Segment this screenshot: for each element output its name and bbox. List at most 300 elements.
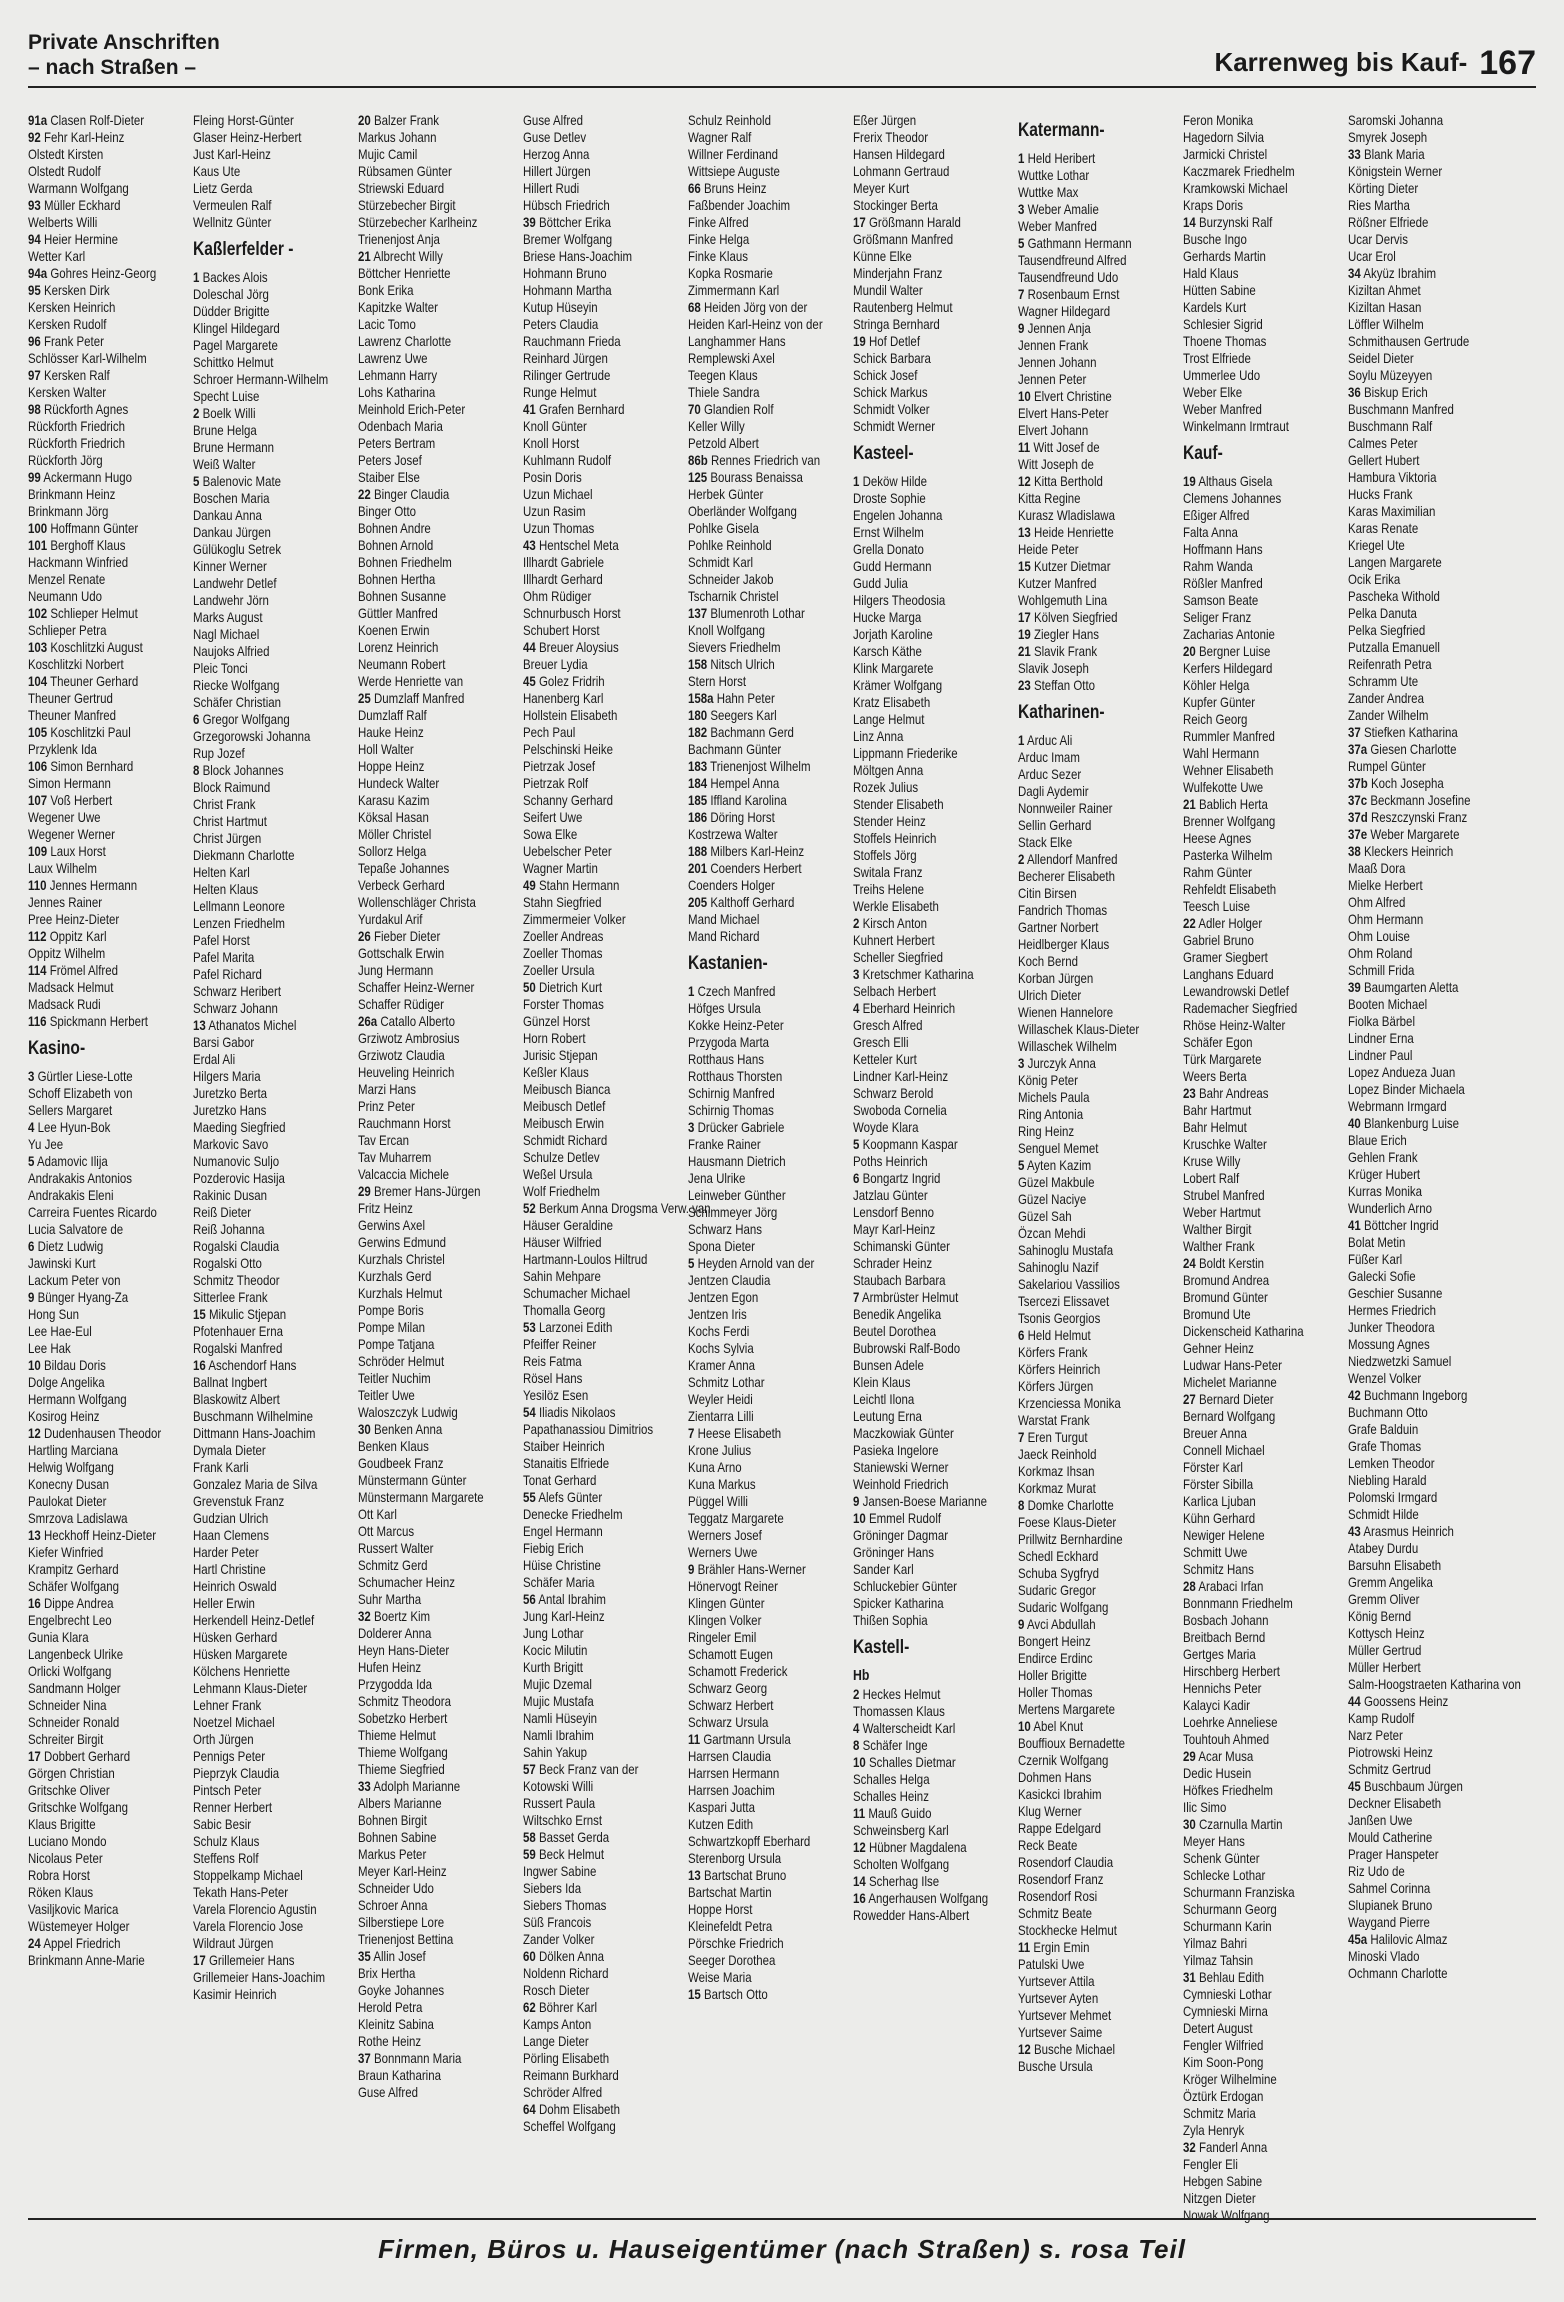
house-number: 25 xyxy=(358,690,371,706)
list-item xyxy=(688,1170,823,1187)
resident-name: Jawinski Kurt xyxy=(28,1255,96,1271)
list-item xyxy=(1183,813,1318,830)
resident-name: Gregor Wolfgang xyxy=(202,711,290,727)
list-item xyxy=(523,1761,658,1778)
list-item xyxy=(1348,1829,1483,1846)
resident-name: Pörschke Friedrich xyxy=(688,1935,784,1951)
list-item xyxy=(193,1425,328,1442)
resident-name: Mand Richard xyxy=(688,928,760,944)
list-item xyxy=(358,1081,493,1098)
house-number: 17 xyxy=(28,1748,41,1764)
list-item xyxy=(1348,673,1483,690)
resident-name: Swoboda Cornelia xyxy=(853,1102,947,1118)
list-item xyxy=(1183,2054,1318,2071)
list-item xyxy=(688,333,823,350)
resident-name: Sobetzko Herbert xyxy=(358,1710,448,1726)
resident-name: Eren Turgut xyxy=(1027,1429,1088,1445)
list-item xyxy=(1183,2105,1318,2122)
resident-name: Wienen Hannelore xyxy=(1018,1004,1114,1020)
resident-name: Fiolka Bärbel xyxy=(1348,1013,1415,1029)
resident-name: Ring Antonia xyxy=(1018,1106,1084,1122)
resident-name: Scholten Wolfgang xyxy=(853,1856,950,1872)
list-item xyxy=(193,371,328,388)
resident-name: Rogalski Claudia xyxy=(193,1238,280,1254)
resident-name: Keller Willy xyxy=(688,418,745,434)
list-item xyxy=(853,1890,988,1907)
resident-name: Bohnen Andre xyxy=(358,520,431,536)
list-item xyxy=(1018,970,1153,987)
list-item xyxy=(1348,1557,1483,1574)
list-item xyxy=(28,401,163,418)
list-item xyxy=(1348,877,1483,894)
resident-name: Güzel Makbule xyxy=(1018,1174,1095,1190)
list-item xyxy=(358,1336,493,1353)
list-item xyxy=(28,503,163,520)
list-item xyxy=(853,418,988,435)
resident-name: Wahl Hermann xyxy=(1183,745,1260,761)
list-item xyxy=(853,779,988,796)
resident-name: Gathmann Hermann xyxy=(1027,235,1132,251)
resident-name: Heese Agnes xyxy=(1183,830,1252,846)
resident-name: Hackmann Winfried xyxy=(28,554,129,570)
resident-name: Stahn Siegfried xyxy=(523,894,602,910)
list-item xyxy=(523,1030,658,1047)
house-number: 125 xyxy=(688,469,708,485)
resident-name: Busche Michael xyxy=(1033,2041,1116,2057)
list-item xyxy=(358,1812,493,1829)
house-number: 184 xyxy=(688,775,708,791)
list-item xyxy=(688,1646,823,1663)
list-item xyxy=(1348,265,1483,282)
list-item xyxy=(193,507,328,524)
resident-name: Booten Michael xyxy=(1348,996,1428,1012)
resident-name: Fritz Heinz xyxy=(358,1200,413,1216)
list-item xyxy=(28,1595,163,1612)
list-item xyxy=(193,1544,328,1561)
resident-name: Guse Alfred xyxy=(358,2084,418,2100)
house-number: 17 xyxy=(1018,609,1031,625)
list-item xyxy=(1018,1293,1153,1310)
resident-name: Bromund Ute xyxy=(1183,1306,1251,1322)
resident-name: Lindner Paul xyxy=(1348,1047,1413,1063)
resident-name: Lensdorf Benno xyxy=(853,1204,935,1220)
resident-name: Pompe Milan xyxy=(358,1319,425,1335)
resident-name: Lopez Andueza Juan xyxy=(1348,1064,1456,1080)
resident-name: Klingen Volker xyxy=(688,1612,762,1628)
list-item xyxy=(523,452,658,469)
resident-name: Rahm Wanda xyxy=(1183,558,1253,574)
list-item xyxy=(1348,1268,1483,1285)
list-item xyxy=(1018,1378,1153,1395)
list-item xyxy=(358,605,493,622)
resident-name: Schluckebier Günter xyxy=(853,1578,958,1594)
resident-name: Grillemeier Hans xyxy=(208,1952,295,1968)
list-item xyxy=(28,673,163,690)
resident-name: Simon Hermann xyxy=(28,775,111,791)
resident-name: Gerwins Axel xyxy=(358,1217,425,1233)
list-item xyxy=(523,1489,658,1506)
list-item xyxy=(1018,286,1153,303)
list-item xyxy=(1183,299,1318,316)
list-item xyxy=(688,435,823,452)
list-item xyxy=(688,1425,823,1442)
list-item xyxy=(1018,1276,1153,1293)
list-item xyxy=(28,1170,163,1187)
resident-name: Weber Elke xyxy=(1183,384,1243,400)
list-item xyxy=(1348,979,1483,996)
resident-name: Köksal Hasan xyxy=(358,809,429,825)
list-item xyxy=(1018,1395,1153,1412)
resident-name: Herkendell Heinz-Detlef xyxy=(193,1612,315,1628)
resident-name: Heidlberger Klaus xyxy=(1018,936,1110,952)
list-item xyxy=(28,775,163,792)
list-item xyxy=(193,1459,328,1476)
list-item xyxy=(1183,1238,1318,1255)
resident-name: Kurth Brigitt xyxy=(523,1659,583,1675)
resident-name: Hausmann Dietrich xyxy=(688,1153,786,1169)
list-item xyxy=(193,456,328,473)
list-item xyxy=(1018,1701,1153,1718)
list-item xyxy=(1348,1523,1483,1540)
house-number: 33 xyxy=(358,1778,371,1794)
list-item xyxy=(853,1221,988,1238)
house-number: 49 xyxy=(523,877,536,893)
resident-name: Lehmann Klaus-Dieter xyxy=(193,1680,308,1696)
resident-name: Koschlitzki Norbert xyxy=(28,656,124,672)
list-item xyxy=(28,1323,163,1340)
list-item xyxy=(193,660,328,677)
list-item xyxy=(1183,2173,1318,2190)
resident-name: Ringeler Emil xyxy=(688,1629,757,1645)
house-number: 6 xyxy=(193,711,200,727)
list-item xyxy=(193,1595,328,1612)
resident-name: Schamott Eugen xyxy=(688,1646,773,1662)
resident-name: Witt Josef de xyxy=(1033,439,1100,455)
list-item xyxy=(688,1221,823,1238)
resident-name: Schmitz Theodor xyxy=(193,1272,280,1288)
resident-name: Marzi Hans xyxy=(358,1081,417,1097)
list-item xyxy=(523,367,658,384)
list-item xyxy=(193,1323,328,1340)
resident-name: Weber Margarete xyxy=(1370,826,1460,842)
resident-name: Kutzer Manfred xyxy=(1018,575,1097,591)
resident-name: Goossens Heinz xyxy=(1363,1693,1449,1709)
house-number: 107 xyxy=(28,792,48,808)
resident-name: Kröger Wilhelmine xyxy=(1183,2071,1277,2087)
resident-name: Lackum Peter von xyxy=(28,1272,121,1288)
resident-name: Yurtsever Attila xyxy=(1018,1973,1095,1989)
resident-name: Yu Jee xyxy=(28,1136,64,1152)
list-item xyxy=(853,384,988,401)
resident-name: Orth Jürgen xyxy=(193,1731,254,1747)
list-item xyxy=(1018,677,1153,694)
list-item xyxy=(358,1472,493,1489)
list-item xyxy=(853,112,988,129)
resident-name: Breitbach Bernd xyxy=(1183,1629,1266,1645)
list-item xyxy=(688,1986,823,2003)
list-item xyxy=(1018,817,1153,834)
list-item xyxy=(853,1822,988,1839)
list-item xyxy=(1183,1850,1318,1867)
resident-name: Schubert Horst xyxy=(523,622,600,638)
list-item xyxy=(853,1578,988,1595)
resident-name: Falta Anna xyxy=(1183,524,1238,540)
resident-name: Klaus Brigitte xyxy=(28,1816,96,1832)
list-item xyxy=(28,1901,163,1918)
resident-name: Brune Hermann xyxy=(193,439,275,455)
resident-name: Zander Andrea xyxy=(1348,690,1424,706)
resident-name: Rautenberg Helmut xyxy=(853,299,953,315)
list-item xyxy=(688,843,823,860)
list-item xyxy=(358,197,493,214)
resident-name: Schamott Frederick xyxy=(688,1663,788,1679)
list-item xyxy=(28,1391,163,1408)
list-item xyxy=(193,813,328,830)
resident-name: Pintsch Peter xyxy=(193,1782,262,1798)
resident-name: Witt Joseph de xyxy=(1018,456,1094,472)
house-number: 94 xyxy=(28,231,41,247)
resident-name: Bonnmann Maria xyxy=(373,2050,462,2066)
list-item xyxy=(1348,1574,1483,1591)
list-item xyxy=(1348,1251,1483,1268)
resident-name: Dankau Anna xyxy=(193,507,262,523)
list-item xyxy=(853,282,988,299)
resident-name: Binger Otto xyxy=(358,503,417,519)
list-item xyxy=(523,401,658,418)
resident-name: Pelka Siegfried xyxy=(1348,622,1426,638)
resident-name: Simon Bernhard xyxy=(50,758,134,774)
resident-name: Hebgen Sabine xyxy=(1183,2173,1263,2189)
list-item xyxy=(1018,405,1153,422)
list-item xyxy=(358,1217,493,1234)
house-number: 28 xyxy=(1183,1578,1196,1594)
resident-name: Ring Heinz xyxy=(1018,1123,1075,1139)
resident-name: Connell Michael xyxy=(1183,1442,1265,1458)
list-item xyxy=(688,1595,823,1612)
resident-name: Größmann Manfred xyxy=(853,231,954,247)
directory-column xyxy=(28,112,163,2217)
resident-name: Glaser Heinz-Herbert xyxy=(193,129,302,145)
list-item xyxy=(1183,1782,1318,1799)
list-item xyxy=(193,1408,328,1425)
list-item xyxy=(358,673,493,690)
house-number: 15 xyxy=(193,1306,206,1322)
list-item xyxy=(193,1306,328,1323)
list-item xyxy=(1018,184,1153,201)
list-item xyxy=(358,2050,493,2067)
list-item xyxy=(358,792,493,809)
resident-name: Seifert Uwe xyxy=(523,809,583,825)
list-item xyxy=(523,1438,658,1455)
list-item xyxy=(853,1754,988,1771)
list-item xyxy=(1018,1599,1153,1616)
resident-name: Engel Hermann xyxy=(523,1523,603,1539)
list-item xyxy=(358,214,493,231)
list-item xyxy=(523,707,658,724)
page-footer xyxy=(28,2218,1536,2265)
list-item xyxy=(853,932,988,949)
resident-name: Kleinitz Sabina xyxy=(358,2016,434,2032)
resident-name: Ries Martha xyxy=(1348,197,1410,213)
list-item xyxy=(853,745,988,762)
list-item xyxy=(523,197,658,214)
list-item xyxy=(1183,2020,1318,2037)
resident-name: Ludwar Hans-Peter xyxy=(1183,1357,1282,1373)
resident-name: Switala Franz xyxy=(853,864,923,880)
list-item xyxy=(1183,1799,1318,1816)
house-number: 2 xyxy=(1018,851,1025,867)
list-item xyxy=(193,1255,328,1272)
resident-name: Pietrzak Rolf xyxy=(523,775,589,791)
resident-name: Stern Horst xyxy=(688,673,747,689)
list-item xyxy=(28,1578,163,1595)
list-item xyxy=(28,656,163,673)
list-item xyxy=(193,1867,328,1884)
list-item xyxy=(688,1153,823,1170)
resident-name: Slupianek Bruno xyxy=(1348,1897,1433,1913)
list-item xyxy=(1183,1731,1318,1748)
directory-column xyxy=(193,112,328,2217)
resident-name: Dietz Ludwig xyxy=(37,1238,104,1254)
resident-name: Tav Ercan xyxy=(358,1132,410,1148)
list-item xyxy=(358,1642,493,1659)
list-item xyxy=(1183,214,1318,231)
resident-name: Dohmen Hans xyxy=(1018,1769,1092,1785)
list-item xyxy=(1348,401,1483,418)
resident-name: Pietrzak Josef xyxy=(523,758,596,774)
list-item xyxy=(853,1476,988,1493)
list-item xyxy=(193,1629,328,1646)
resident-name: Jorjath Karoline xyxy=(853,626,933,642)
house-number: 43 xyxy=(1348,1523,1361,1539)
resident-name: Lange Dieter xyxy=(523,2033,589,2049)
resident-name: Wagner Ralf xyxy=(688,129,752,145)
resident-name: Kratz Elisabeth xyxy=(853,694,931,710)
resident-name: Kitta Regine xyxy=(1018,490,1081,506)
list-item xyxy=(1018,783,1153,800)
resident-name: Blaue Erich xyxy=(1348,1132,1407,1148)
list-item xyxy=(688,1680,823,1697)
resident-name: Schmidt Karl xyxy=(688,554,754,570)
resident-name: Jaeck Reinhold xyxy=(1018,1446,1097,1462)
list-item xyxy=(1018,1854,1153,1871)
list-item xyxy=(28,1068,163,1085)
resident-name: Renner Herbert xyxy=(193,1799,273,1815)
house-number: 103 xyxy=(28,639,48,655)
house-number: 14 xyxy=(853,1873,866,1889)
list-item xyxy=(358,1285,493,1302)
resident-name: Ingwer Sabine xyxy=(523,1863,597,1879)
resident-name: Loehrke Anneliese xyxy=(1183,1714,1278,1730)
list-item xyxy=(523,418,658,435)
list-item xyxy=(688,1833,823,1850)
resident-name: Seeger Dorothea xyxy=(688,1952,776,1968)
resident-name: Rahm Günter xyxy=(1183,864,1252,880)
list-item xyxy=(193,354,328,371)
resident-name: Kamps Anton xyxy=(523,2016,592,2032)
list-item xyxy=(688,571,823,588)
list-item xyxy=(358,979,493,996)
list-item xyxy=(1018,919,1153,936)
resident-name: Bohnen Friedhelm xyxy=(358,554,452,570)
list-item xyxy=(358,469,493,486)
resident-name: Willner Ferdinand xyxy=(688,146,778,162)
resident-name: Christ Hartmut xyxy=(193,813,267,829)
list-item xyxy=(28,979,163,996)
house-number: 180 xyxy=(688,707,708,723)
list-item xyxy=(853,1051,988,1068)
list-item xyxy=(358,1795,493,1812)
resident-name: Walterscheidt Karl xyxy=(862,1720,956,1736)
resident-name: Kurras Monika xyxy=(1348,1183,1423,1199)
resident-name: Breuer Lydia xyxy=(523,656,588,672)
list-item xyxy=(193,1187,328,1204)
list-item xyxy=(358,1047,493,1064)
list-item xyxy=(193,1986,328,2003)
list-item xyxy=(1018,1055,1153,1072)
list-item xyxy=(1183,1340,1318,1357)
resident-name: Neumann Robert xyxy=(358,656,446,672)
list-item xyxy=(523,1302,658,1319)
list-item xyxy=(853,197,988,214)
house-number: 22 xyxy=(1183,915,1196,931)
list-item xyxy=(523,1251,658,1268)
house-number: 19 xyxy=(853,333,866,349)
list-item xyxy=(853,1510,988,1527)
resident-name: Schwarz Johann xyxy=(193,1000,278,1016)
list-item xyxy=(193,388,328,405)
resident-name: Boschen Maria xyxy=(193,490,270,506)
resident-name: Buchmann Otto xyxy=(1348,1404,1428,1420)
resident-name: Bouffioux Bernadette xyxy=(1018,1735,1126,1751)
resident-name: Ballnat Ingbert xyxy=(193,1374,268,1390)
resident-name: Antal Ibrahim xyxy=(538,1591,606,1607)
resident-name: Vermeulen Ralf xyxy=(193,197,272,213)
resident-name: Slavik Frank xyxy=(1033,643,1098,659)
resident-name: Namli Ibrahim xyxy=(523,1727,594,1743)
list-item xyxy=(28,911,163,928)
list-item xyxy=(358,1846,493,1863)
resident-name: Langen Margarete xyxy=(1348,554,1442,570)
list-item xyxy=(688,129,823,146)
resident-name: Dagli Aydemir xyxy=(1018,783,1089,799)
resident-name: Zyla Henryk xyxy=(1183,2122,1245,2138)
house-number: 34 xyxy=(1348,265,1361,281)
list-item xyxy=(193,1085,328,1102)
resident-name: Gabriel Bruno xyxy=(1183,932,1254,948)
resident-name: Silberstiepe Lore xyxy=(358,1914,445,1930)
list-item xyxy=(1348,333,1483,350)
resident-name: Dolge Angelika xyxy=(28,1374,105,1390)
list-item xyxy=(193,847,328,864)
resident-name: Weber Manfred xyxy=(1183,401,1262,417)
list-item xyxy=(853,1720,988,1737)
resident-name: Jennes Hermann xyxy=(49,877,138,893)
list-item xyxy=(193,286,328,303)
resident-name: Ohm Louise xyxy=(1348,928,1410,944)
house-number: 43 xyxy=(523,537,536,553)
list-item xyxy=(853,1737,988,1754)
resident-name: Finke Helga xyxy=(688,231,750,247)
list-item xyxy=(358,1744,493,1761)
resident-name: Karlica Ljuban xyxy=(1183,1493,1256,1509)
resident-name: Ergin Emin xyxy=(1033,1939,1090,1955)
list-item xyxy=(1348,1761,1483,1778)
list-item xyxy=(1183,1187,1318,1204)
list-item xyxy=(1348,1285,1483,1302)
list-item xyxy=(1348,231,1483,248)
list-item xyxy=(1348,1914,1483,1931)
